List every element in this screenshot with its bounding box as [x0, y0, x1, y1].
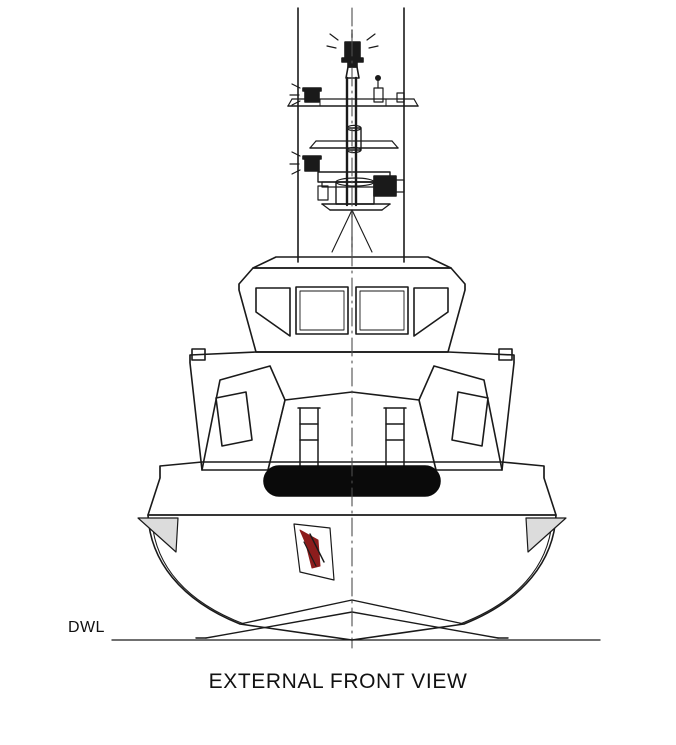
drawing-caption: EXTERNAL FRONT VIEW — [208, 670, 468, 693]
window-port-inner — [296, 287, 348, 334]
mast-assembly — [288, 8, 418, 262]
antenna-starboard-upper — [374, 76, 404, 102]
window-starboard-inner — [356, 287, 408, 334]
window-port-outer — [256, 288, 290, 336]
navigation-light-port-lower — [290, 152, 321, 174]
anchor — [294, 524, 334, 580]
waterline-label-group — [68, 619, 105, 637]
facet-starboard — [419, 366, 502, 470]
side-window-port — [216, 392, 252, 446]
caption-group — [0, 670, 676, 694]
dwl-label: DWL — [68, 619, 105, 636]
mast-base — [322, 204, 390, 252]
side-window-starboard — [452, 392, 488, 446]
radar-scanner — [318, 172, 404, 204]
facet-port — [202, 366, 285, 470]
spray-rail-starboard — [526, 518, 566, 552]
window-starboard-outer — [414, 288, 448, 336]
navigation-light-port-upper — [290, 84, 321, 105]
spray-rail-port — [138, 518, 178, 552]
